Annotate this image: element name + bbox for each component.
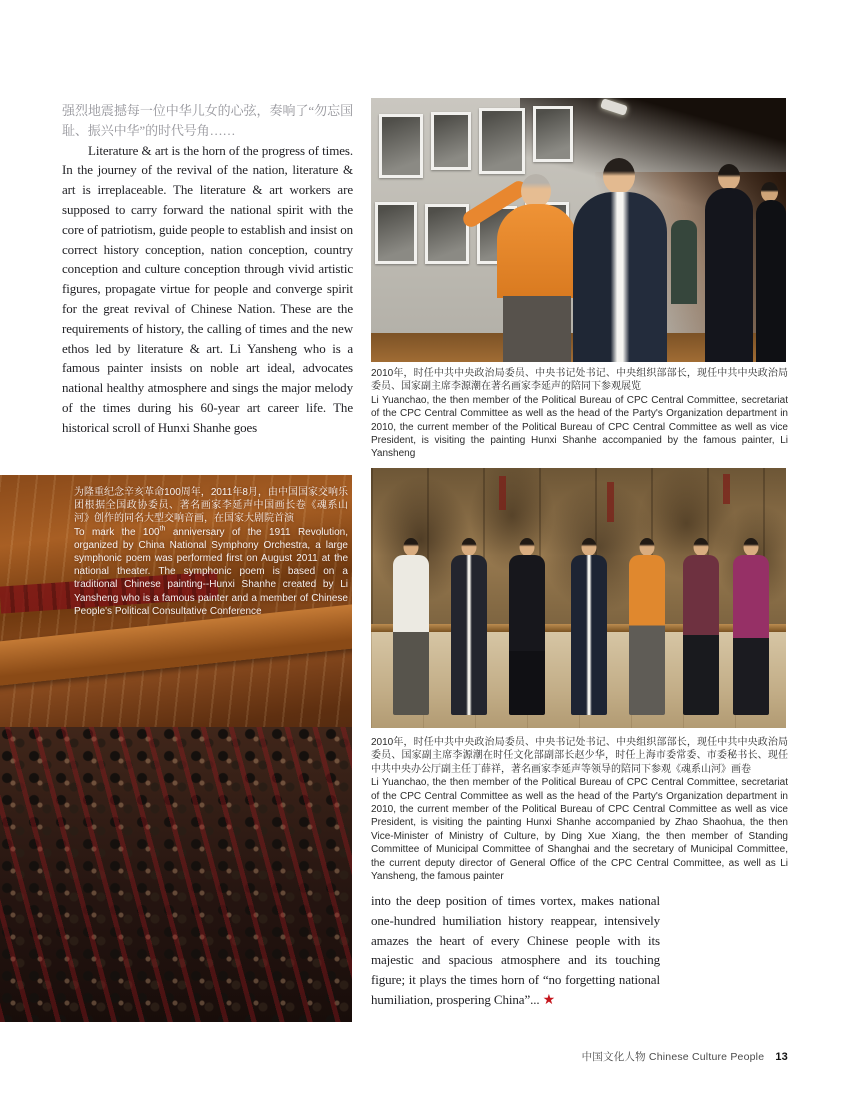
group-photo-person (729, 538, 773, 715)
suited-man (705, 188, 753, 362)
page-footer (0, 1049, 788, 1064)
wall-artwork (533, 106, 573, 162)
person-black-outfit (509, 555, 545, 715)
official-head (603, 158, 635, 194)
photo-gallery-visit (371, 98, 786, 362)
painting-inscription (607, 482, 614, 522)
person-head (694, 538, 709, 556)
footer-brand: 中国文化人物 Chinese Culture People (581, 1051, 765, 1063)
red-star-icon: ★ (542, 992, 556, 1008)
caption-group-en: Li Yuanchao, the then member of the Political Bureau of CPC Central Committee, secretariat of the CPC Central Committee as well as the head of the Party's Organization department in 2010, the current member of the Political Bureau of CPC Central Committee as well as vice President, is visiting the painting Hunxi Shanhe accompanied by Zhao Shaohua, the then Vice-Minister of Ministry of Culture, by Ding Xue Xiang, the then member of Standing Committee of Municipal Committee of Shanghai and the secretary of Municipal Committee, the current deputy director of General Office of the CPC Central Committee, as well as Li Yansheng, the famous painter (371, 777, 788, 883)
painting-inscription (499, 476, 506, 510)
intro-paragraph-cn: 强烈地震撼每一位中华儿女的心弦，奏响了“勿忘国耻、振兴中华”的时代号角…… (62, 103, 353, 138)
suited-man-head (718, 164, 740, 190)
article-column-bottom-right (371, 891, 660, 1011)
group-photo-person (505, 538, 549, 715)
wall-artwork (425, 204, 469, 264)
overlay-cn: 为隆重纪念辛亥革命100周年，2011年8月，由中国国家交响乐团根据全国政协委员、著名画家李延声中国画长卷《魂系山河》创作的同名大型交响音画，在国家大剧院首演 (74, 487, 348, 525)
suited-man (756, 200, 786, 362)
painter-head (521, 174, 551, 208)
overlay-en-pre: To mark the 100 (74, 526, 160, 538)
caption-gallery-en: Li Yuanchao, the then member of the Political Bureau of CPC Central Committee, secretariat of the CPC Central Committee as well as the head of the Party's Organization department in 2010, the current member of the Political Bureau of CPC Central Committee as well as vice President, is visiting the painting Hunxi Shanhe accompanied by the famous painter, Li Yansheng (371, 394, 788, 460)
wall-artwork (431, 112, 471, 170)
photo-symphony-audience (0, 475, 352, 1022)
page-number: 13 (775, 1051, 788, 1063)
person-head (462, 538, 477, 556)
group-photo-person (679, 538, 723, 715)
caption-group-cn: 2010年，时任中共中央政治局委员、中央书记处书记、中央组织部部长，现任中共中央政治局委员、国家副主席李源潮在时任文化部副部长赵少华，时任上海市委常委、市委秘书长、现任中共中央办公厅副主任丁薛祥，著名画家李延声等领导的陪同下参观《魂系山河》画卷 (371, 737, 788, 775)
person-maroon-jacket (683, 555, 719, 715)
group-photo-person (567, 538, 611, 715)
photo-group-visit (371, 468, 786, 728)
official-navy-jacket (573, 192, 667, 362)
caption-group-visit (371, 736, 788, 883)
wall-artwork (479, 108, 525, 174)
person-head (640, 538, 655, 556)
body-paragraph-1: Literature & art is the horn of the progress of times. In the journey of the revival of the nation, literature & art is irreplaceable. The literature & art workers are supposed to carry forward the national spirit with the core of patriotism, guide people to establish and insist on correct history conception, nation conception, country conception and culture conception through vivid artistic figures, propagate virtue for people and converge spirit for the great revival of Chinese Nation. These are the requirements of history, the calling of times and the new ethos led by literature & art. Li Yansheng who is a famous painter insists on noble art ideal, advocates national healthy atmosphere and sings the major melody of the times during his 60-year art career life. The historical scroll of Hunxi Shanhe goes (62, 142, 353, 435)
person-head (404, 538, 419, 556)
person-white-shirt (393, 555, 429, 715)
overlay-en-sup: th (159, 525, 166, 533)
photo-overlay-text (74, 486, 348, 618)
suited-man-head (761, 182, 778, 202)
overlay-en-post: anniversary of the 1911 Revolution, organized by China National Symphony Orchestra, a large symphonic poem was performed first on August 2011 at the national theater. The symphonic poem is based on a traditional Chinese painting--Hunxi Shanhe created by Li Yansheng who is a famous painter and a member of Chinese People's Political Consultative Conference (74, 526, 348, 617)
person-magenta-top (733, 555, 769, 715)
body-paragraph-2-text: into the deep position of times vortex, makes national one-hundred humiliation history reappear, intensively amazes the heart of every Chinese people with its majestic and spacious atmosphere and its touching figure; it plays the times horn of “no forgetting national humiliation, prospering China”... (371, 893, 660, 1007)
group-photo-person (625, 538, 669, 715)
person-navy-jacket (571, 555, 607, 715)
painting-inscription (723, 474, 730, 504)
person-head (744, 538, 759, 556)
person-head (520, 538, 535, 556)
painter-orange-shirt (497, 204, 577, 298)
audience-crowd (0, 727, 352, 1022)
wall-artwork (375, 202, 417, 264)
person-head (582, 538, 597, 556)
group-photo-person (447, 538, 491, 715)
person-dark-suit (451, 555, 487, 715)
caption-gallery-cn: 2010年，时任中共中央政治局委员、中央书记处书记、中央组织部部长，现任中共中央政治局委员、国家副主席李源潮在著名画家李延声的陪同下参观展览 (371, 368, 788, 393)
person-orange-polo (629, 555, 665, 715)
wall-artwork (379, 114, 423, 178)
body-paragraph-2 (371, 891, 660, 1011)
group-photo-person (389, 538, 433, 715)
painter-trousers (503, 296, 571, 362)
caption-gallery-visit (371, 367, 788, 461)
overlay-en (74, 526, 348, 618)
background-visitor (671, 220, 697, 304)
article-column-left (62, 101, 353, 438)
